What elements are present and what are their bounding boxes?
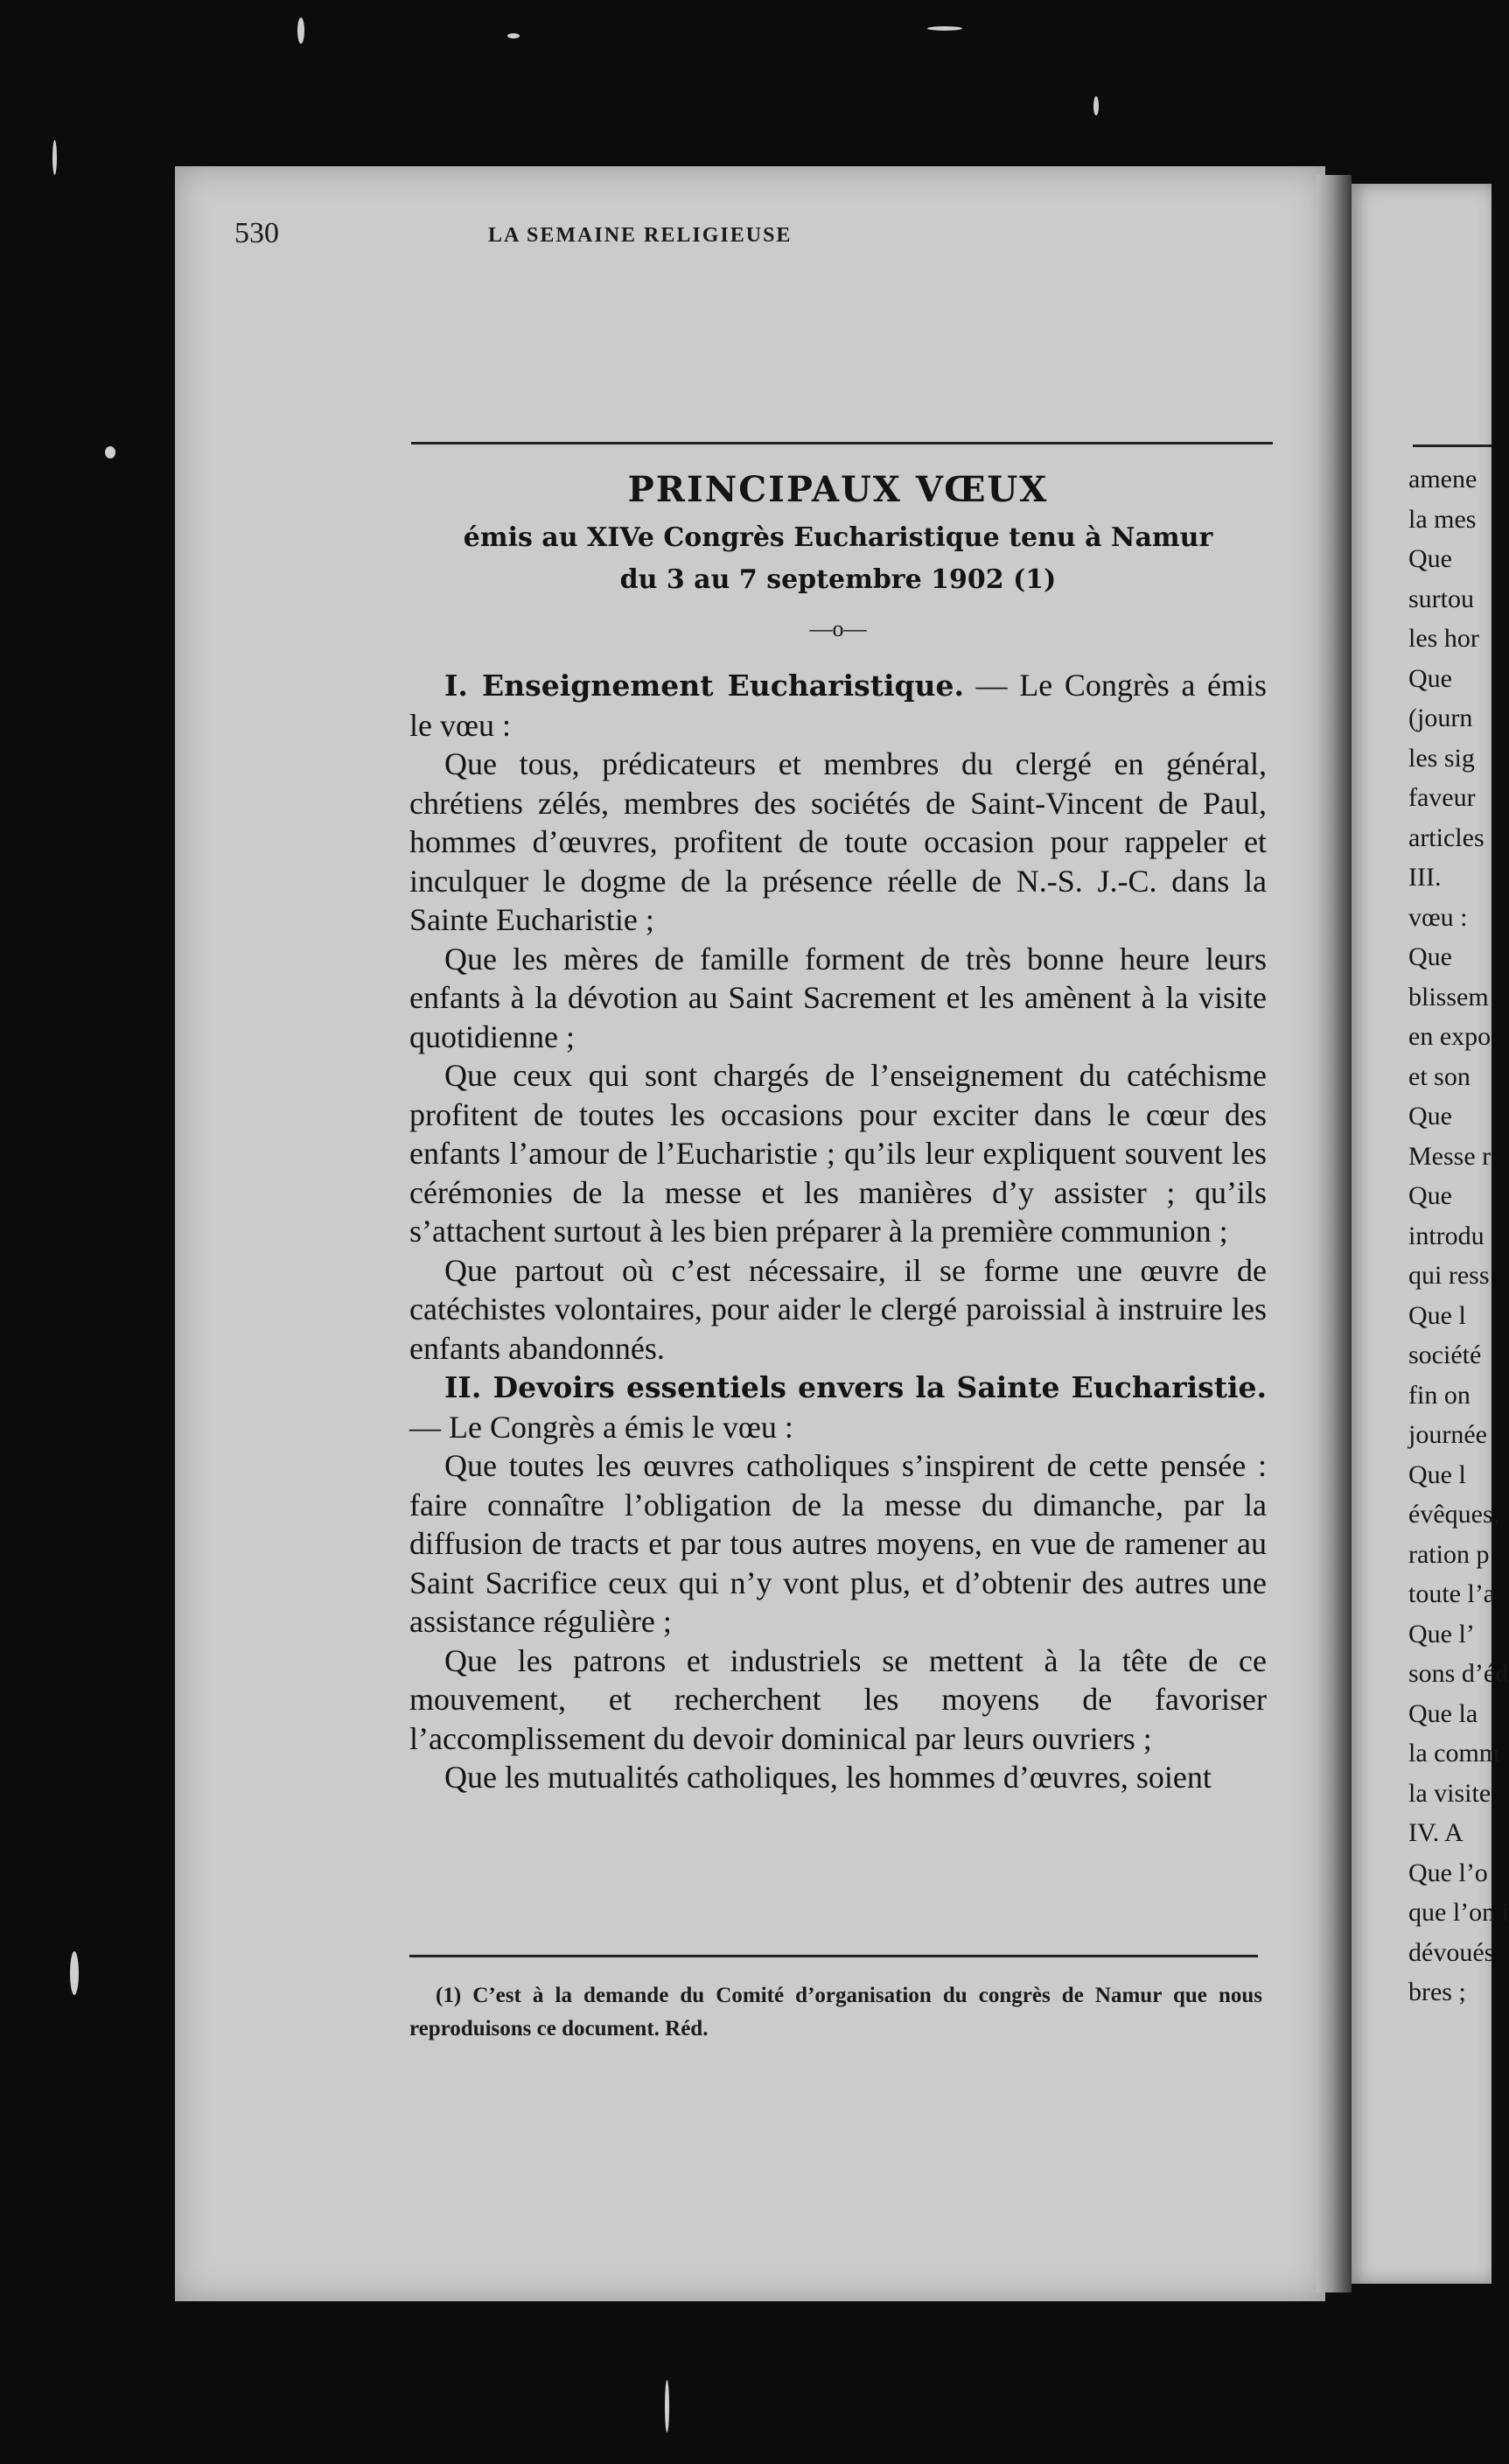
facing-page-line: Que (1408, 942, 1452, 971)
facing-page-line: introdu (1408, 1221, 1485, 1250)
article-title: PRINCIPAUX VŒUX (627, 469, 1049, 510)
paragraph: Que les mutualités catholiques, les hommes d’œuvres, soient (444, 1760, 1212, 1795)
facing-page-line: la comm (1408, 1739, 1500, 1768)
facing-page-line: en expo (1408, 1022, 1492, 1051)
facing-page-line: (journ (1408, 704, 1473, 732)
facing-page-line: qui ress (1408, 1261, 1490, 1290)
facing-page-line: surtou (1408, 584, 1474, 613)
facing-page-line: la visite (1408, 1778, 1492, 1808)
footnote-rule (409, 1955, 1258, 1957)
facing-page-line: blissem (1408, 982, 1489, 1012)
paragraph: Que toutes les œuvres catholiques s’inspirent de cette pensée : faire connaître l’obligation de la messe du dimanche, par la diffusion de tracts et par tous autres moyens, en vue de ramener au Saint Sacrifice ceux qui n’y vont plus, et d’obtenir des autres une assistance régulière ; (409, 1448, 1267, 1639)
facing-page-line: Que (1408, 1102, 1452, 1130)
paragraph: Que tous, prédicateurs et membres du clergé en général, chrétiens zélés, membres des sociétés de Saint-Vincent de Paul, hommes d’œuvres, profitent de toute occasion pour rappeler et inculquer le dogme de la présence réelle de N.-S. J.-C. dans la Sainte Eucharistie ; (409, 746, 1267, 937)
facing-page-line: III. (1408, 863, 1442, 892)
article-subtitle-line2: du 3 au 7 septembre 1902 (1) (619, 564, 1057, 595)
facing-page-line: Que (1408, 1181, 1452, 1210)
dust-speck (297, 18, 304, 44)
facing-page-line: dévoués (1408, 1937, 1495, 1967)
paragraph: Que les patrons et industriels se mettent à la tête de ce mouvement, et recherchent les moyens de favoriser l’accomplissement du devoir dominical par leurs ouvriers ; (409, 1642, 1267, 1756)
paragraph: Que les mères de famille forment de très bonne heure leurs enfants à la dévotion au Saint Sacrement et les amènent à la visite quotidienne ; (409, 941, 1267, 1054)
facing-page-line: et son (1408, 1061, 1471, 1091)
facing-page-line: IV. A (1408, 1818, 1464, 1847)
dust-speck (507, 33, 520, 38)
facing-page-line: Messe r (1408, 1141, 1492, 1171)
facing-page-text (1408, 459, 1509, 2012)
dust-speck (927, 26, 962, 31)
facing-page-line: faveur (1408, 783, 1476, 812)
facing-page-line: évêques, (1408, 1500, 1500, 1529)
facing-page-line: articles (1408, 822, 1485, 852)
facing-page-line: amene (1408, 465, 1478, 494)
running-head (234, 217, 1271, 261)
article-body (409, 455, 1267, 1797)
dust-speck (70, 1951, 79, 1995)
facing-page-line: la mes (1408, 504, 1477, 534)
facing-page-line: vœu : (1408, 902, 1468, 932)
facing-page-line: les sig (1408, 743, 1475, 773)
paragraph: I. Enseignement Eucharistique. — Le Congrès a émis le vœu : (409, 668, 1267, 743)
paragraph: Que ceux qui sont chargés de l’enseignement du catéchisme profitent de toutes les occasions pour exciter dans le cœur des enfants l’amour de l’Eucharistie ; qu’ils leur expliquent souvent les cérémonies de la messe et les manières d’y assister ; qu’ils s’attachent surtout à les bien préparer à la première communion ; (409, 1058, 1267, 1249)
facing-page-line: société (1408, 1340, 1482, 1369)
facing-page-line: toute l’a (1408, 1579, 1496, 1608)
paragraph: II. Devoirs essentiels envers la Sainte Eucharistie. — Le Congrès a émis le vœu : (409, 1370, 1267, 1445)
facing-page-line: Que (1408, 544, 1452, 573)
facing-page-line: Que la (1408, 1698, 1478, 1728)
facing-page-rule (1413, 444, 1492, 447)
page-number: 530 (234, 217, 279, 249)
facing-page-line: Que l (1408, 1460, 1466, 1489)
facing-page-line: fin on (1408, 1380, 1471, 1410)
dust-speck (1093, 96, 1099, 116)
facing-page-line: sons d’éd (1408, 1659, 1509, 1688)
dust-speck (52, 140, 57, 175)
facing-page-line: ration p (1408, 1539, 1490, 1569)
section-heading: II. Devoirs essentiels envers la Sainte Eucharistie. (444, 1370, 1267, 1404)
paragraph: Que partout où c’est nécessaire, il se forme une œuvre de catéchistes volontaires, pour aider le clergé paroissial à instruire les enfants abandonnés. (409, 1252, 1267, 1366)
ornament-divider: —o— (809, 615, 867, 641)
page-gutter (1317, 175, 1352, 2292)
facing-page-line: Que l’ (1408, 1619, 1475, 1648)
dust-speck (665, 2380, 669, 2432)
article-subtitle-line1: émis au XIVe Congrès Eucharistique tenu à Namur (463, 522, 1213, 553)
facing-page-line: que l’on i (1408, 1898, 1509, 1927)
facing-page-line: Que (1408, 663, 1452, 693)
section-heading: I. Enseignement Eucharistique. (444, 668, 965, 703)
facing-page-line: les hor (1408, 624, 1479, 653)
footnote: (1) C’est à la demande du Comité d’organisation du congrès de Namur que nous reproduisons ce document. Réd. (409, 1984, 1262, 2040)
facing-page-line: Que l (1408, 1300, 1466, 1330)
dust-speck (105, 446, 115, 458)
facing-page-line: journée (1408, 1420, 1487, 1449)
facing-page-line: Que l’o (1408, 1858, 1488, 1887)
journal-name: LA SEMAINE RELIGIEUSE (488, 224, 793, 247)
header-rule (411, 442, 1273, 444)
facing-page-line: bres ; (1408, 1978, 1466, 2006)
